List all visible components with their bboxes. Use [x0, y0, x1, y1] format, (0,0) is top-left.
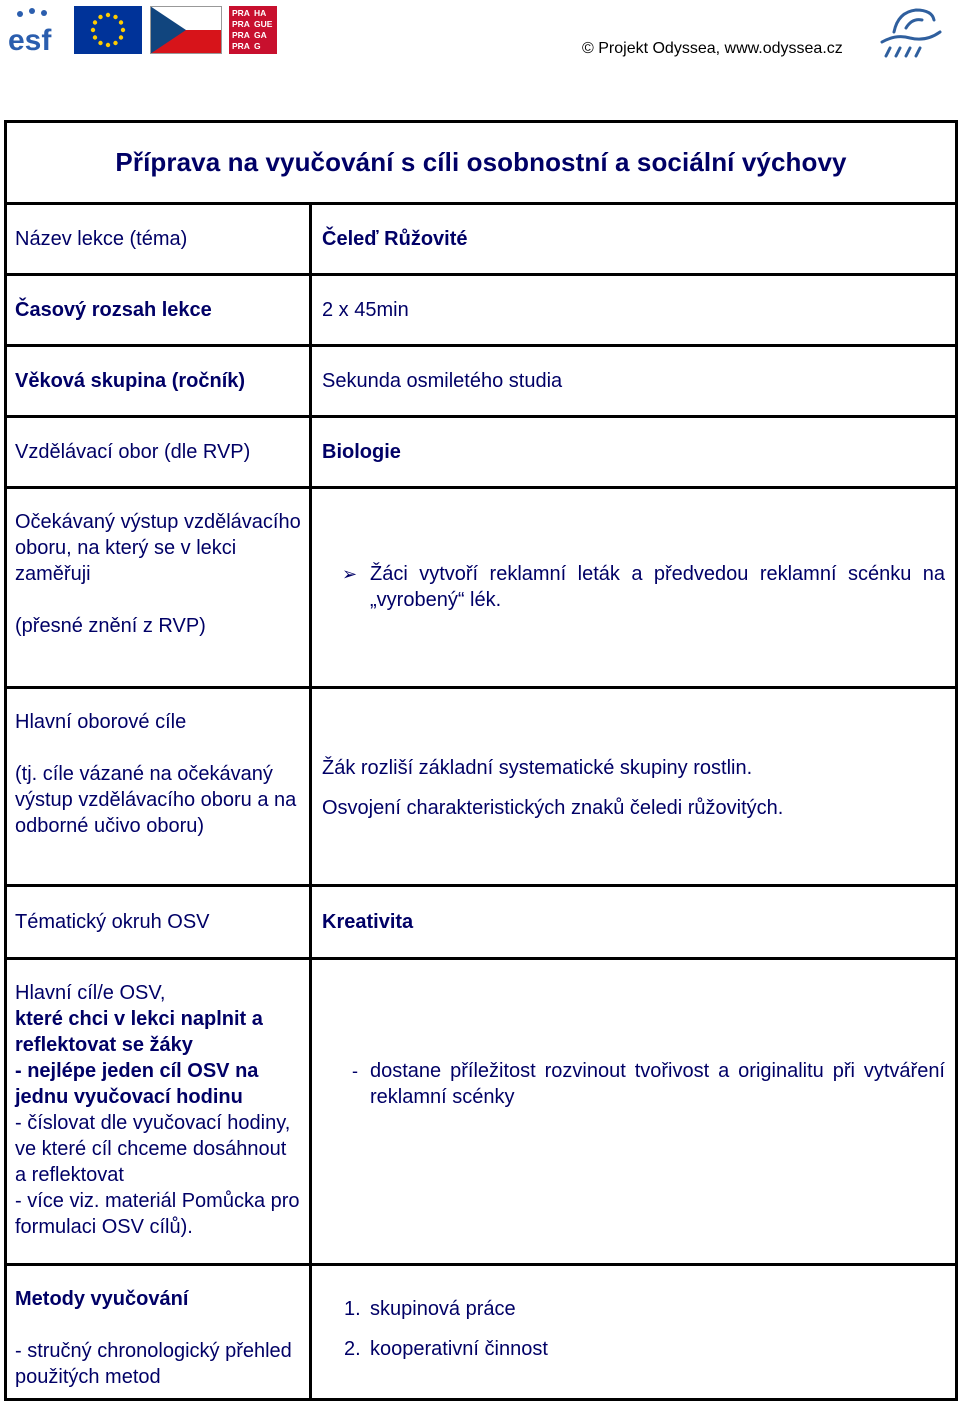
- value-subject: Biologie: [322, 441, 401, 463]
- list-item-number: 2.: [344, 1338, 361, 1360]
- row-lesson-name: [7, 205, 955, 276]
- praha-logo: [229, 6, 277, 54]
- label-main-goals-desc: (tj. cíle vázané na očekávaný výstup vzdělávacího oboru a na odborné učivo oboru): [15, 763, 297, 837]
- praha-cell: G: [254, 41, 261, 51]
- esf-logo: [6, 6, 66, 54]
- value-expected-output-cell: [312, 489, 955, 686]
- label-osv-topic: Tématický okruh OSV: [7, 887, 312, 957]
- label-expected-output-cell: [7, 489, 312, 686]
- odyssea-logo: [876, 4, 946, 58]
- row-time-range: [7, 276, 955, 347]
- main-goal-line-2: Osvojení charakteristických znaků čeledi růžovitých.: [322, 797, 784, 819]
- label-methods-cell: [7, 1266, 312, 1398]
- value-main-goals-cell: [312, 689, 955, 884]
- row-expected-output: [7, 489, 955, 689]
- praha-cell: PRA: [232, 30, 250, 40]
- row-age-group: [7, 347, 955, 418]
- czech-flag: [150, 6, 222, 54]
- document-title: Příprava na vyučování s cíli osobnostní a sociální výchovy: [115, 147, 847, 177]
- list-item-text: kooperativní činnost: [370, 1338, 548, 1360]
- praha-cell: PRA: [232, 8, 250, 18]
- praha-cell: PRA: [232, 19, 250, 29]
- value-osv-goals-cell: [312, 960, 955, 1263]
- praha-cell: GA: [254, 30, 267, 40]
- list-item-number: 1.: [344, 1298, 361, 1320]
- osv-goal-text: dostane příležitost rozvinout tvořivost a originalitu při vytváření reklamní scénky: [370, 1060, 945, 1108]
- expected-output-text: Žáci vytvoří reklamní leták a předvedou reklamní scénku na „vyrobený“ lék.: [370, 563, 945, 611]
- label-time-range: Časový rozsah lekce: [7, 276, 312, 344]
- value-age-group: Sekunda osmiletého studia: [322, 370, 563, 392]
- row-osv-topic: [7, 887, 955, 960]
- expected-output-bullet: [322, 561, 945, 613]
- label-osv-goals-cell: [7, 960, 312, 1263]
- label-osv-goals-bold-2: které chci v lekci naplnit a reflektovat se žáky: [15, 1008, 263, 1056]
- list-item: [322, 1296, 945, 1322]
- lesson-plan-table: [4, 120, 958, 1401]
- value-time-range: 2 x 45min: [322, 299, 409, 321]
- methods-list: [322, 1296, 945, 1362]
- praha-cell: PRA: [232, 41, 250, 51]
- osv-goal-item: [322, 1058, 945, 1110]
- row-osv-goals: [7, 960, 955, 1266]
- row-main-goals: [7, 689, 955, 887]
- eu-flag: [74, 6, 142, 54]
- row-methods: [7, 1266, 955, 1398]
- list-item: [322, 1336, 945, 1362]
- label-expected-output: Očekávaný výstup vzdělávacího oboru, na který se v lekci zaměřuji: [15, 511, 301, 585]
- title-row: [7, 123, 955, 205]
- label-subject: Vzdělávací obor (dle RVP): [7, 418, 312, 486]
- copyright-text: © Projekt Odyssea, www.odyssea.cz: [582, 40, 843, 57]
- label-expected-output-note: (přesné znění z RVP): [15, 615, 206, 637]
- label-osv-goals-plain: - číslovat dle vyučovací hodiny, ve které cíl chceme dosáhnout a reflektovat: [15, 1112, 291, 1186]
- esf-text: esf: [8, 24, 52, 54]
- label-osv-goals-plain-2: - více viz. materiál Pomůcka pro formulaci OSV cílů).: [15, 1190, 300, 1238]
- row-subject: [7, 418, 955, 489]
- label-lesson-name: Název lekce (téma): [7, 205, 312, 273]
- praha-cell: HA: [254, 8, 267, 18]
- label-osv-goals-bold-3: - nejlépe jeden cíl OSV na jednu vyučovací hodinu: [15, 1060, 259, 1108]
- main-goal-line-1: Žák rozliší základní systematické skupiny rostlin.: [322, 757, 753, 779]
- dash-marker: -: [352, 1061, 358, 1081]
- label-methods-title: Metody vyučování: [15, 1288, 189, 1310]
- label-main-goals-title: Hlavní oborové cíle: [15, 711, 187, 733]
- page-header: [0, 0, 960, 70]
- arrow-bullet-icon: ➢: [342, 564, 358, 584]
- label-osv-goals-bold: Hlavní cíl/e OSV,: [15, 982, 166, 1004]
- value-osv-topic: Kreativita: [322, 911, 414, 933]
- value-lesson-name: Čeleď Růžovité: [322, 228, 468, 250]
- list-item-text: skupinová práce: [370, 1298, 516, 1320]
- label-age-group: Věková skupina (ročník): [7, 347, 312, 415]
- value-methods-cell: [312, 1266, 955, 1398]
- label-main-goals-cell: [7, 689, 312, 884]
- praha-cell: GUE: [254, 19, 273, 29]
- label-methods-desc: - stručný chronologický přehled použitých metod: [15, 1340, 292, 1388]
